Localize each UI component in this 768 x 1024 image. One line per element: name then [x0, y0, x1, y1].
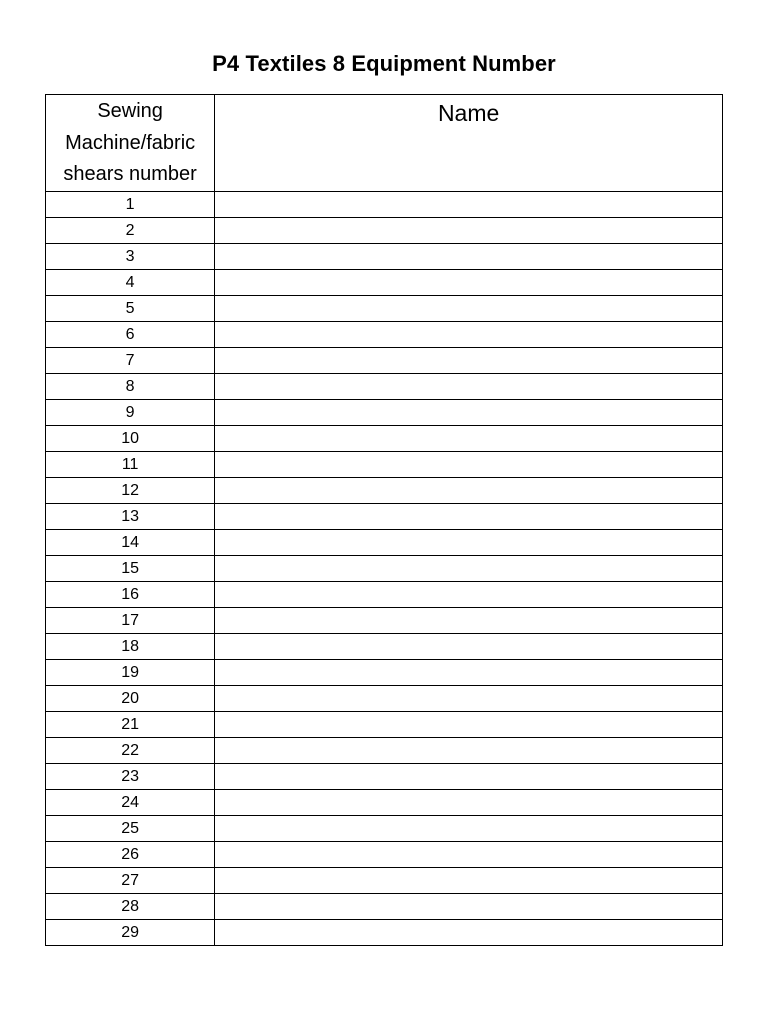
name-cell[interactable]	[215, 659, 723, 685]
column-header-name	[215, 95, 723, 192]
name-cell[interactable]	[215, 321, 723, 347]
equipment-number-cell: 6	[46, 321, 215, 347]
equipment-number-cell: 23	[46, 763, 215, 789]
name-cell[interactable]	[215, 269, 723, 295]
equipment-number-cell: 9	[46, 399, 215, 425]
name-cell[interactable]	[215, 763, 723, 789]
name-cell[interactable]	[215, 243, 723, 269]
table-row	[46, 815, 723, 841]
table-row	[46, 659, 723, 685]
equipment-number-cell: 12	[46, 477, 215, 503]
column-header-number-label: Sewing Machine/fabric shears number	[63, 100, 197, 185]
table-row	[46, 217, 723, 243]
name-cell[interactable]	[215, 633, 723, 659]
name-cell[interactable]	[215, 529, 723, 555]
table-body	[46, 191, 723, 945]
name-cell[interactable]	[215, 867, 723, 893]
table-row	[46, 763, 723, 789]
name-cell[interactable]	[215, 373, 723, 399]
equipment-number-cell: 19	[46, 659, 215, 685]
name-cell[interactable]	[215, 555, 723, 581]
equipment-number-cell: 24	[46, 789, 215, 815]
table-row	[46, 711, 723, 737]
equipment-number-cell: 27	[46, 867, 215, 893]
equipment-number-cell: 28	[46, 893, 215, 919]
page-title: P4 Textiles 8 Equipment Number	[212, 51, 556, 76]
equipment-number-cell: 25	[46, 815, 215, 841]
table-row	[46, 243, 723, 269]
table-row	[46, 607, 723, 633]
equipment-table	[45, 94, 723, 946]
name-cell[interactable]	[215, 503, 723, 529]
equipment-number-cell: 5	[46, 295, 215, 321]
table-row	[46, 451, 723, 477]
table-row	[46, 373, 723, 399]
table-row	[46, 321, 723, 347]
table-row	[46, 529, 723, 555]
name-cell[interactable]	[215, 477, 723, 503]
column-header-name-label: Name	[437, 100, 500, 126]
equipment-number-cell: 26	[46, 841, 215, 867]
name-cell[interactable]	[215, 191, 723, 217]
name-cell[interactable]	[215, 217, 723, 243]
table-row	[46, 841, 723, 867]
name-cell[interactable]	[215, 347, 723, 373]
name-cell[interactable]	[215, 737, 723, 763]
name-cell[interactable]	[215, 451, 723, 477]
table-row	[46, 347, 723, 373]
equipment-number-cell: 21	[46, 711, 215, 737]
equipment-number-cell: 2	[46, 217, 215, 243]
column-header-number	[46, 95, 215, 192]
equipment-number-cell: 22	[46, 737, 215, 763]
equipment-number-cell: 29	[46, 919, 215, 945]
equipment-number-cell: 1	[46, 191, 215, 217]
equipment-number-cell: 7	[46, 347, 215, 373]
equipment-number-cell: 8	[46, 373, 215, 399]
table-row	[46, 295, 723, 321]
table-row	[46, 191, 723, 217]
name-cell[interactable]	[215, 815, 723, 841]
name-cell[interactable]	[215, 841, 723, 867]
equipment-number-cell: 15	[46, 555, 215, 581]
table-row	[46, 919, 723, 945]
equipment-number-cell: 13	[46, 503, 215, 529]
table-row	[46, 269, 723, 295]
table-row	[46, 399, 723, 425]
name-cell[interactable]	[215, 919, 723, 945]
equipment-number-cell: 16	[46, 581, 215, 607]
name-cell[interactable]	[215, 399, 723, 425]
name-cell[interactable]	[215, 789, 723, 815]
name-cell[interactable]	[215, 295, 723, 321]
name-cell[interactable]	[215, 607, 723, 633]
name-cell[interactable]	[215, 581, 723, 607]
table-header-row	[46, 95, 723, 192]
table-row	[46, 893, 723, 919]
equipment-number-cell: 14	[46, 529, 215, 555]
table-row	[46, 503, 723, 529]
equipment-number-cell: 11	[46, 451, 215, 477]
name-cell[interactable]	[215, 711, 723, 737]
table-row	[46, 737, 723, 763]
table-row	[46, 581, 723, 607]
table-row	[46, 477, 723, 503]
equipment-number-cell: 17	[46, 607, 215, 633]
equipment-number-cell: 18	[46, 633, 215, 659]
table-row	[46, 789, 723, 815]
table-row	[46, 867, 723, 893]
equipment-number-cell: 10	[46, 425, 215, 451]
table-row	[46, 425, 723, 451]
name-cell[interactable]	[215, 425, 723, 451]
equipment-number-cell: 3	[46, 243, 215, 269]
equipment-number-cell: 20	[46, 685, 215, 711]
table-row	[46, 555, 723, 581]
table-row	[46, 633, 723, 659]
name-cell[interactable]	[215, 893, 723, 919]
name-cell[interactable]	[215, 685, 723, 711]
equipment-number-cell: 4	[46, 269, 215, 295]
table-row	[46, 685, 723, 711]
